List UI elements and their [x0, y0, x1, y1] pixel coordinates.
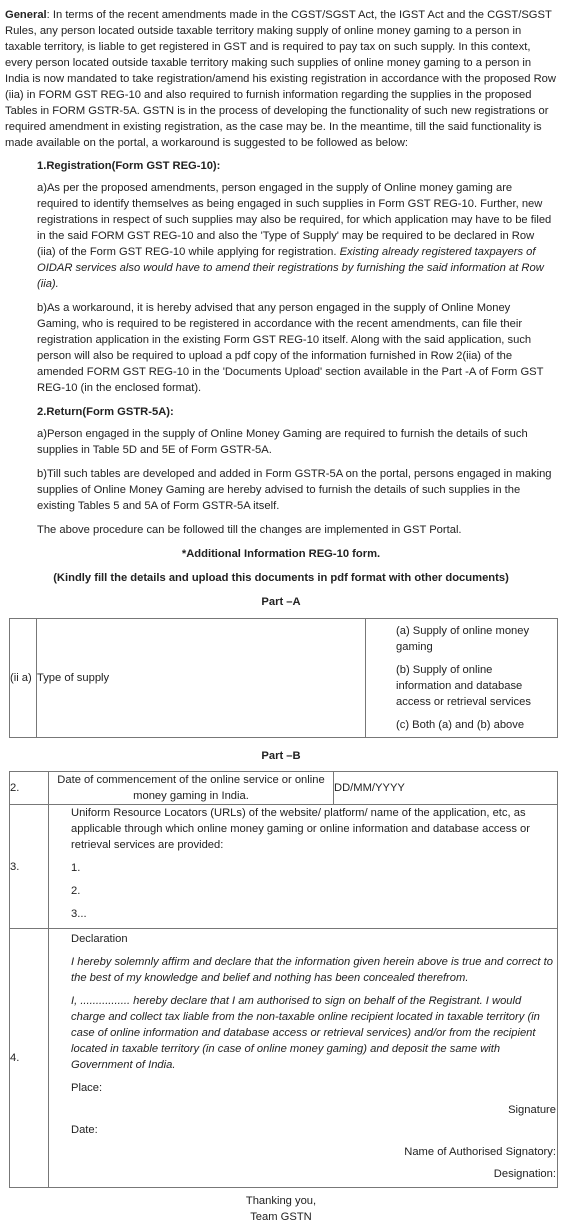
footer-thanks: Thanking you,: [245, 1195, 317, 1207]
registration-heading: 1.Registration(Form GST REG-10):: [37, 160, 221, 172]
additional-info-subtitle: (Kindly fill the details and upload this documents in pdf format with other documents): [53, 572, 509, 584]
part-b-table: [9, 771, 558, 1188]
table-row: [10, 929, 558, 1188]
place-label: Place:: [71, 1082, 103, 1094]
additional-info-title: *Additional Information REG-10 form.: [181, 548, 381, 560]
general-text: : In terms of the recent amendments made in the CGST/SGST Act, the IGST Act and the CGST/SGST Rules, any person located outside taxable territory making supply of online money gaming to a person in taxable territory, is liable to get registered in GST and is required to pay tax on such supply. In this context, every person located outside taxable territory making such supplies of online money gaming to a person in India is now mandated to take registration/amend his existing registration in accordance with the proposed Row (iia) in FORM GST REG-10 and also required to furnish information regarding the supplies in the proposed Tables in FORM GSTR-5A. GSTN is in the process of developing the functionality of such new registrations or required amendment in existing registration, as the case may be. In the meantime, till the said functionality is made available on the portal, a workaround is suggested to be followed as below:: [5, 9, 556, 149]
url-item-3: 3...: [71, 908, 87, 920]
urls-description: Uniform Resource Locators (URLs) of the website/ platform/ name of the application, etc, as applicable through which online money gaming or online information and database access or retrieval services are provided:: [71, 807, 530, 851]
closing-text: The above procedure can be followed till the changes are implemented in GST Portal.: [37, 524, 462, 536]
general-paragraph: [5, 7, 557, 151]
row-number: 4.: [10, 929, 49, 1188]
supply-option-b: (b) Supply of online information and database access or retrieval services: [396, 664, 531, 708]
table-row: [10, 772, 558, 805]
registration-para-a-italic: Existing already registered taxpayers of OIDAR services also would have to amend their registrations by furnishing the said information at Row (iia).: [37, 246, 544, 290]
supply-options: [366, 619, 558, 738]
declaration-text-2: I, ................ hereby declare that I am authorised to sign on behalf of the Registrant. I would charge and collect tax liable from the non-taxable online recipient located in taxable territory (in case of online information and database access or retrieval services) and/or from the recipient located in taxable territory (in case of online money gaming) and deposit the same with Government of India.: [71, 995, 540, 1071]
footer-team: Team GSTN: [250, 1211, 312, 1223]
table-row: [10, 619, 558, 738]
declaration-text-1: I hereby solemnly affirm and declare that the information given herein above is true and correct to the best of my knowledge and belief and nothing has been concealed therefrom.: [71, 956, 553, 984]
supply-option-a: (a) Supply of online money gaming: [396, 625, 530, 653]
signature-label: Signature: [508, 1104, 556, 1116]
return-para-a: a)Person engaged in the supply of Online Money Gaming are required to furnish the details of such supplies in Table 5D and 5E of Form GSTR-5A.: [37, 428, 528, 456]
url-item-1: 1.: [71, 862, 81, 874]
part-a-title: Part –A: [261, 596, 301, 608]
row-number: (ii a): [10, 619, 37, 738]
supply-option-c: (c) Both (a) and (b) above: [396, 719, 525, 731]
return-heading: 2.Return(Form GSTR-5A):: [37, 406, 174, 418]
date-label: Date:: [71, 1124, 98, 1136]
part-a-table: [9, 618, 558, 738]
commencement-date-value: DD/MM/YYYY: [334, 772, 558, 805]
url-item-2: 2.: [71, 885, 81, 897]
row-number: 3.: [10, 805, 49, 929]
section-registration: [5, 158, 557, 538]
table-row: [10, 805, 558, 929]
declaration-cell: [49, 929, 558, 1188]
row-number: 2.: [10, 772, 49, 805]
row-label: Type of supply: [37, 619, 366, 738]
designation-label: Designation:: [493, 1168, 556, 1180]
signatory-name-label: Name of Authorised Signatory:: [404, 1146, 556, 1158]
footer: [5, 1193, 557, 1225]
registration-para-b: b)As a workaround, it is hereby advised that any person engaged in the supply of Online Money Gaming, who is required to be registered in accordance with the recent amendments, can file their registration application in the existing Form GST REG-10 itself. Along with the said application, such person will also be required to upload a pdf copy of the information furnished in Row 2(iia) of the amended FORM GST REG-10 in the 'Documents Upload' section available in the Part -A of Form GST REG-10 (in the enclosed format).: [37, 302, 544, 394]
registration-para-a-text: a)As per the proposed amendments, person engaged in the supply of Online money gaming are required to identify themselves as being engaged in such supplies in Form GST REG-10. Further, new registrations in respect of such supplies may also be required, for which application may have to be filed in the said FORM GST REG-10 and also the 'Type of Supply' may be required to be declared in Row (iia) of the Form GST REG-10 while applying for registration.: [37, 182, 552, 258]
urls-cell: [49, 805, 558, 929]
return-para-b: b)Till such tables are developed and added in Form GSTR-5A on the portal, persons engaged in making supplies of Online Money Gaming are hereby advised to furnish the details of such supplies in the existing Tables 5 and 5A of Form GSTR-5A itself.: [37, 468, 552, 512]
general-label: General: [5, 9, 47, 21]
part-b-title: Part –B: [261, 750, 301, 762]
registration-para-a: [37, 180, 552, 292]
declaration-heading: Declaration: [71, 933, 128, 945]
commencement-label: Date of commencement of the online service or online money gaming in India.: [49, 772, 334, 805]
